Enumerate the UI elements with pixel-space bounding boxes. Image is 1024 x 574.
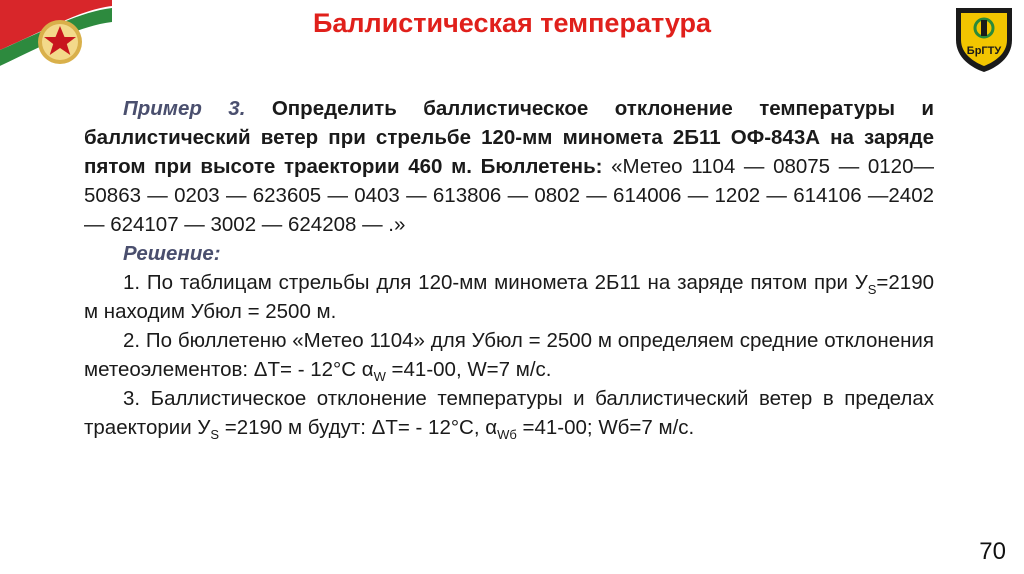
- step-3-subscript-2: Wб: [497, 427, 517, 442]
- slide-content: [84, 94, 934, 442]
- bulletin-text: «Метео 1104 — 08075 — 0120—50863 — 0203 — 623605 — 0403 — 613806 — 0802 — 614006 — 1202 — 614106 —2402 — 624107 — 3002 — 624208 — .»: [84, 155, 934, 236]
- step-1-text: 1. По таблицам стрельбы для 120-мм миномета 2Б11 на заряде пятом при У: [123, 271, 868, 294]
- solution-step-3: [84, 384, 934, 442]
- example-paragraph: [84, 94, 934, 239]
- page-number: 70: [979, 538, 1006, 565]
- step-3-text-end: =41-00; Wб=7 м/с.: [516, 416, 695, 439]
- logo-text: БрГТУ: [966, 45, 1002, 57]
- step-3-text-mid: =2190 м будут: ΔT= - 12°С, α: [219, 416, 498, 439]
- solution-step-2: [84, 326, 934, 384]
- step-2-subscript: W: [373, 369, 386, 384]
- step-3-subscript-1: S: [210, 427, 220, 442]
- step-2-text: 2. По бюллетеню «Метео 1104» для Убюл = 2500 м определяем средние отклонения метеоэлементов: ΔT= - 12°С α: [84, 329, 934, 381]
- step-2-text-end: =41-00, W=7 м/с.: [385, 358, 552, 381]
- step-1-text-end: =2190 м находим Убюл = 2500 м.: [84, 271, 934, 323]
- step-3-text: 3. Баллистическое отклонение температуры и баллистический ветер в пределах траектории У: [84, 387, 934, 439]
- task-text: Определить баллистическое отклонение температуры и баллистический ветер при стрельбе 120-мм минометa 2Б11 ОФ-843А на заряде пятом при высоте траектории 460 м. Бюллетень:: [84, 97, 934, 178]
- step-1-subscript: S: [867, 282, 877, 297]
- example-label: Пример 3.: [123, 97, 246, 120]
- slide-title: Баллистическая температура: [312, 8, 712, 38]
- solution-label: Решение:: [123, 242, 221, 265]
- solution-step-1: [84, 268, 934, 326]
- solution-heading: [84, 239, 934, 268]
